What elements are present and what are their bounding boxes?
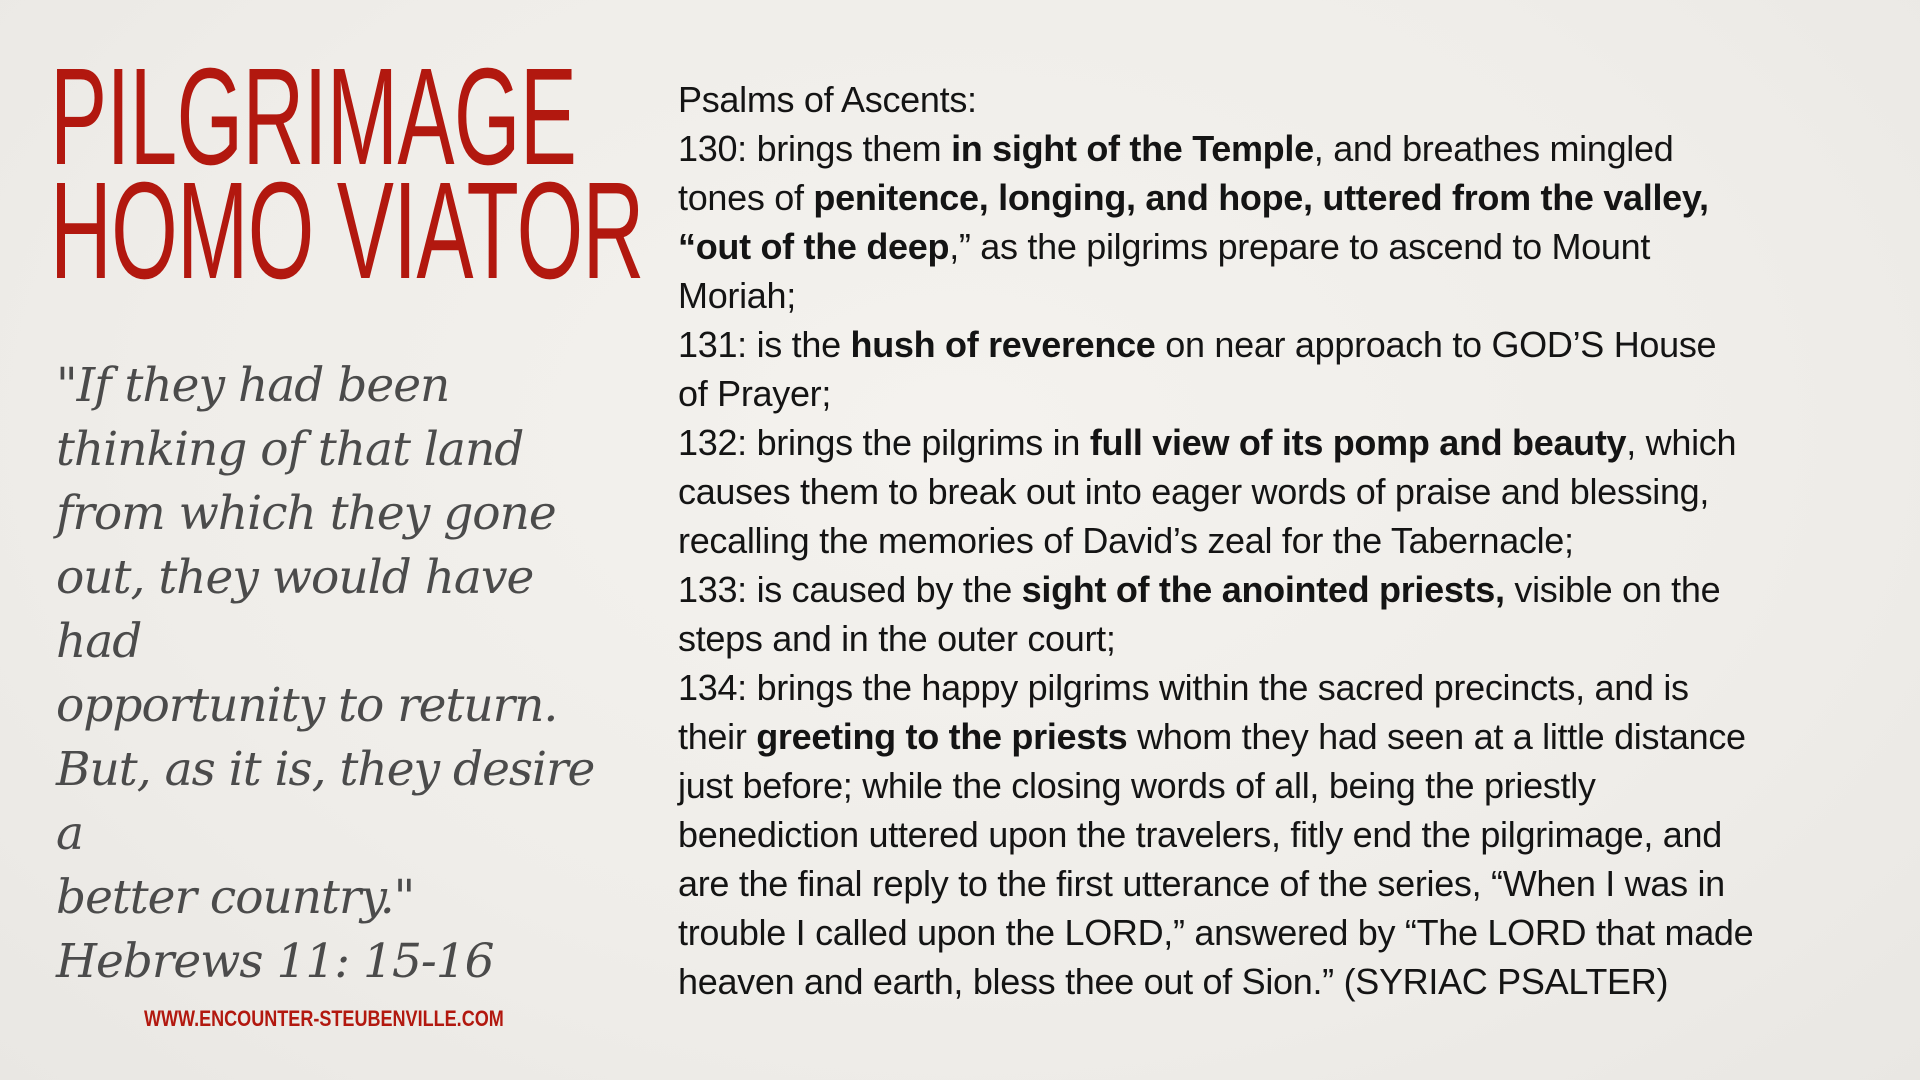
bold-phrase: greeting to the priests	[756, 716, 1128, 757]
scripture-quote	[56, 354, 616, 994]
text-line	[678, 467, 1888, 516]
text-run: benediction uttered upon the travelers, fitly end the pilgrimage, and	[678, 814, 1722, 855]
text-run: tones of	[678, 177, 814, 218]
text-run: 133: is caused by the	[678, 569, 1022, 610]
quote-line: opportunity to return.	[56, 678, 558, 733]
text-line	[678, 565, 1888, 614]
text-run: , and breathes mingled	[1313, 128, 1674, 169]
text-line	[678, 810, 1888, 859]
psalms-heading: Psalms of Ascents:	[678, 79, 977, 120]
text-line	[678, 418, 1888, 467]
text-run: 132: brings the pilgrims in	[678, 422, 1090, 463]
psalms-description	[678, 75, 1888, 1006]
text-line	[678, 712, 1888, 761]
text-line	[678, 859, 1888, 908]
text-line	[678, 222, 1888, 271]
quote-reference: Hebrews 11: 15-16	[56, 934, 494, 989]
slide-title	[50, 40, 644, 308]
text-line	[678, 271, 1888, 320]
quote-line: from which they gone	[56, 486, 556, 541]
quote-line: thinking of that land	[56, 422, 524, 477]
quote-text	[56, 354, 616, 930]
text-line	[678, 124, 1888, 173]
text-run: , which	[1626, 422, 1737, 463]
quote-line: But, as it is, they desire a	[56, 742, 595, 861]
text-line	[678, 173, 1888, 222]
text-line	[678, 516, 1888, 565]
bold-phrase: penitence, longing, and hope, uttered from the valley,	[813, 177, 1709, 218]
text-line	[678, 369, 1888, 418]
text-run: causes them to break out into eager words of praise and blessing,	[678, 471, 1710, 512]
bold-phrase: full view of its pomp and beauty	[1089, 422, 1627, 463]
psalms-lines	[678, 124, 1888, 1006]
title-line-1: PILGRIMAGE	[50, 40, 577, 194]
text-run: heaven and earth, bless thee out of Sion.” (SYRIAC PSALTER)	[678, 961, 1669, 1002]
text-line	[678, 908, 1888, 957]
bold-phrase: hush of reverence	[850, 324, 1156, 365]
text-run: 131: is the	[678, 324, 851, 365]
text-line	[678, 320, 1888, 369]
text-run: Moriah;	[678, 275, 796, 316]
text-run: visible on the	[1504, 569, 1721, 610]
text-line	[678, 663, 1888, 712]
text-line	[678, 614, 1888, 663]
text-run: of Prayer;	[678, 373, 832, 414]
text-run: on near approach to GOD’S House	[1155, 324, 1717, 365]
text-line	[678, 761, 1888, 810]
quote-line: out, they would have had	[56, 550, 534, 669]
quote-line: better country."	[56, 870, 415, 925]
text-run: their	[678, 716, 757, 757]
website-url: WWW.ENCOUNTER-STEUBENVILLE.COM	[144, 1006, 504, 1031]
text-run: 130: brings them	[678, 128, 952, 169]
bold-phrase: “out of the deep	[678, 226, 950, 267]
text-run: are the final reply to the first utterance of the series, “When I was in	[678, 863, 1725, 904]
text-run: whom they had seen at a little distance	[1127, 716, 1746, 757]
text-run: just before; while the closing words of all, being the priestly	[678, 765, 1596, 806]
text-line	[678, 957, 1888, 1006]
text-run: trouble I called upon the LORD,” answered by “The LORD that made	[678, 912, 1754, 953]
bold-phrase: sight of the anointed priests,	[1021, 569, 1505, 610]
bold-phrase: in sight of the Temple	[951, 128, 1314, 169]
text-run: recalling the memories of David’s zeal for the Tabernacle;	[678, 520, 1574, 561]
title-line-2: HOMO VIATOR	[50, 154, 644, 308]
text-run: ,” as the pilgrims prepare to ascend to Mount	[949, 226, 1651, 267]
quote-line: "If they had been	[56, 358, 450, 413]
text-run: steps and in the outer court;	[678, 618, 1116, 659]
text-run: 134: brings the happy pilgrims within the sacred precincts, and is	[678, 667, 1689, 708]
